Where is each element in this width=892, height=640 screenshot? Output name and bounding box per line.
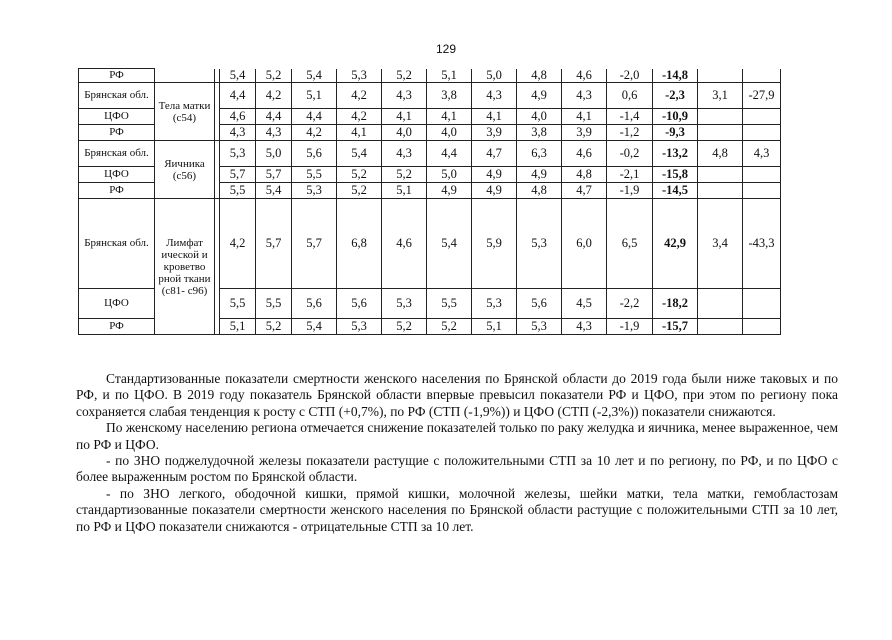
paragraph: По женскому населению региона отмечается снижение показателей только по раку желудка и яичника, менее выраженное, чем по РФ и ЦФО. <box>76 420 838 452</box>
value-cell: 5,6 <box>517 289 562 319</box>
value-cell: 5,2 <box>382 319 427 335</box>
apc-cell: -1,4 <box>607 109 653 125</box>
apc-cell: -2,0 <box>607 69 653 83</box>
value-cell: 4,1 <box>427 109 472 125</box>
value-cell: 4,1 <box>337 125 382 141</box>
growth-rate-cell: -18,2 <box>653 289 698 319</box>
value-cell: 5,0 <box>472 69 517 83</box>
value-cell: 6,0 <box>562 199 607 289</box>
value-cell: 5,7 <box>292 199 337 289</box>
value-cell: 5,3 <box>517 319 562 335</box>
value-cell: 5,5 <box>256 289 292 319</box>
value-cell: 4,6 <box>562 141 607 167</box>
value-cell: 4,3 <box>382 141 427 167</box>
paragraph: - по ЗНО поджелудочной железы показатели растущие с положительными СТП за 10 лет и по региону, по РФ, и по ЦФО с более выраженным ростом по Брянской области. <box>76 453 838 485</box>
value-cell: 4,2 <box>256 83 292 109</box>
value-cell: 4,2 <box>337 83 382 109</box>
growth-rate-cell: -14,8 <box>653 69 698 83</box>
value-cell: 4,6 <box>220 109 256 125</box>
value-cell: 5,2 <box>337 167 382 183</box>
value-cell: 4,4 <box>292 109 337 125</box>
extra-value-cell <box>698 319 743 335</box>
value-cell: 4,8 <box>517 183 562 199</box>
value-cell: 4,0 <box>382 125 427 141</box>
value-cell: 5,4 <box>292 69 337 83</box>
value-cell: 4,9 <box>472 167 517 183</box>
growth-rate-cell: -14,5 <box>653 183 698 199</box>
value-cell: 5,3 <box>292 183 337 199</box>
value-cell: 4,4 <box>256 109 292 125</box>
growth-rate-cell: -10,9 <box>653 109 698 125</box>
table-row <box>79 199 781 289</box>
growth-rate-cell: -15,7 <box>653 319 698 335</box>
extra-value-cell <box>698 183 743 199</box>
apc-cell: -2,2 <box>607 289 653 319</box>
value-cell: 4,1 <box>472 109 517 125</box>
value-cell: 4,9 <box>472 183 517 199</box>
apc-cell: -0,2 <box>607 141 653 167</box>
value-cell: 5,2 <box>427 319 472 335</box>
value-cell: 5,7 <box>256 199 292 289</box>
value-cell: 5,2 <box>382 167 427 183</box>
value-cell: 4,4 <box>427 141 472 167</box>
value-cell: 4,8 <box>562 167 607 183</box>
table-row <box>79 141 781 167</box>
value-cell: 5,1 <box>382 183 427 199</box>
value-cell: 4,1 <box>562 109 607 125</box>
extra-value-cell: 4,8 <box>698 141 743 167</box>
value-cell: 4,9 <box>427 183 472 199</box>
value-cell: 5,1 <box>220 319 256 335</box>
value-cell: 4,9 <box>517 167 562 183</box>
value-cell: 4,3 <box>382 83 427 109</box>
value-cell: 5,5 <box>292 167 337 183</box>
value-cell: 5,3 <box>337 319 382 335</box>
value-cell: 5,2 <box>382 69 427 83</box>
value-cell: 5,3 <box>220 141 256 167</box>
value-cell: 3,8 <box>427 83 472 109</box>
extra-change-cell <box>743 69 781 83</box>
growth-rate-cell: -9,3 <box>653 125 698 141</box>
value-cell: 4,3 <box>562 319 607 335</box>
apc-cell: 0,6 <box>607 83 653 109</box>
region-cell: Брянская обл. <box>79 83 155 109</box>
region-cell: ЦФО <box>79 289 155 319</box>
value-cell: 3,9 <box>472 125 517 141</box>
extra-change-cell: -43,3 <box>743 199 781 289</box>
value-cell: 5,2 <box>337 183 382 199</box>
value-cell: 4,4 <box>220 83 256 109</box>
value-cell: 5,7 <box>256 167 292 183</box>
value-cell: 3,9 <box>562 125 607 141</box>
site-cell <box>155 69 215 83</box>
table-row <box>79 69 781 83</box>
extra-value-cell: 3,4 <box>698 199 743 289</box>
region-cell: РФ <box>79 69 155 83</box>
apc-cell: -1,9 <box>607 183 653 199</box>
value-cell: 4,6 <box>382 199 427 289</box>
value-cell: 4,5 <box>562 289 607 319</box>
value-cell: 6,8 <box>337 199 382 289</box>
value-cell: 5,5 <box>427 289 472 319</box>
extra-change-cell <box>743 167 781 183</box>
extra-change-cell <box>743 125 781 141</box>
region-cell: ЦФО <box>79 167 155 183</box>
value-cell: 5,6 <box>292 289 337 319</box>
value-cell: 5,6 <box>292 141 337 167</box>
extra-value-cell: 3,1 <box>698 83 743 109</box>
extra-value-cell <box>698 289 743 319</box>
region-cell: Брянская обл. <box>79 199 155 289</box>
extra-change-cell <box>743 319 781 335</box>
apc-cell: -1,2 <box>607 125 653 141</box>
value-cell: 5,2 <box>256 69 292 83</box>
value-cell: 5,9 <box>472 199 517 289</box>
site-cell: Лимфат ической и кроветво рной ткани (с81- с96) <box>155 199 215 335</box>
value-cell: 5,3 <box>517 199 562 289</box>
value-cell: 5,5 <box>220 183 256 199</box>
value-cell: 4,2 <box>220 199 256 289</box>
value-cell: 5,1 <box>427 69 472 83</box>
site-cell: Тела матки (с54) <box>155 83 215 141</box>
extra-value-cell <box>698 69 743 83</box>
value-cell: 5,3 <box>472 289 517 319</box>
extra-change-cell <box>743 183 781 199</box>
paragraph: - по ЗНО легкого, ободочной кишки, прямой кишки, молочной железы, шейки матки, тела матки, гемобластозам стандартизованные показатели смертности женского населения по Брянской области растущие с положительными СТП за 10 лет, по РФ и ЦФО показатели снижаются - отрицательные СТП за 10 лет. <box>76 485 838 534</box>
extra-change-cell <box>743 289 781 319</box>
apc-cell: 6,5 <box>607 199 653 289</box>
value-cell: 5,5 <box>220 289 256 319</box>
region-cell: РФ <box>79 125 155 141</box>
value-cell: 5,4 <box>337 141 382 167</box>
growth-rate-cell: -15,8 <box>653 167 698 183</box>
mortality-table <box>78 68 781 335</box>
value-cell: 5,3 <box>337 69 382 83</box>
value-cell: 4,9 <box>517 83 562 109</box>
extra-change-cell <box>743 109 781 125</box>
extra-value-cell <box>698 125 743 141</box>
value-cell: 4,3 <box>562 83 607 109</box>
value-cell: 6,3 <box>517 141 562 167</box>
value-cell: 5,3 <box>382 289 427 319</box>
extra-value-cell <box>698 109 743 125</box>
region-cell: РФ <box>79 183 155 199</box>
value-cell: 5,4 <box>427 199 472 289</box>
site-cell: Яичника (с56) <box>155 141 215 199</box>
value-cell: 4,3 <box>256 125 292 141</box>
value-cell: 5,6 <box>337 289 382 319</box>
growth-rate-cell: -2,3 <box>653 83 698 109</box>
value-cell: 4,7 <box>562 183 607 199</box>
value-cell: 4,0 <box>427 125 472 141</box>
extra-change-cell: -27,9 <box>743 83 781 109</box>
value-cell: 5,2 <box>256 319 292 335</box>
value-cell: 5,4 <box>292 319 337 335</box>
value-cell: 4,2 <box>337 109 382 125</box>
growth-rate-cell: 42,9 <box>653 199 698 289</box>
value-cell: 4,1 <box>382 109 427 125</box>
growth-rate-cell: -13,2 <box>653 141 698 167</box>
extra-value-cell <box>698 167 743 183</box>
value-cell: 4,3 <box>472 83 517 109</box>
region-cell: ЦФО <box>79 109 155 125</box>
value-cell: 5,4 <box>256 183 292 199</box>
value-cell: 4,0 <box>517 109 562 125</box>
text-block <box>76 371 838 535</box>
page-number: 129 <box>435 42 457 56</box>
value-cell: 5,1 <box>292 83 337 109</box>
value-cell: 5,0 <box>427 167 472 183</box>
value-cell: 5,0 <box>256 141 292 167</box>
value-cell: 4,2 <box>292 125 337 141</box>
paragraph: Стандартизованные показатели смертности женского населения по Брянской области до 2019 года были ниже таковых и по РФ, и по ЦФО. В 2019 году показатель Брянской области впервые превысил показатели РФ и ЦФО, при этом по региону пока сохраняется слабая тенденция к росту с СТП (+0,7%), по РФ (СТП (-1,9%)) и ЦФО (СТП (-2,3%)) показатели снижаются. <box>76 371 838 419</box>
value-cell: 4,3 <box>220 125 256 141</box>
value-cell: 4,6 <box>562 69 607 83</box>
region-cell: РФ <box>79 319 155 335</box>
apc-cell: -2,1 <box>607 167 653 183</box>
apc-cell: -1,9 <box>607 319 653 335</box>
value-cell: 5,1 <box>472 319 517 335</box>
value-cell: 5,7 <box>220 167 256 183</box>
value-cell: 3,8 <box>517 125 562 141</box>
value-cell: 5,4 <box>220 69 256 83</box>
extra-change-cell: 4,3 <box>743 141 781 167</box>
table-row <box>79 83 781 109</box>
region-cell: Брянская обл. <box>79 141 155 167</box>
value-cell: 4,7 <box>472 141 517 167</box>
value-cell: 4,8 <box>517 69 562 83</box>
